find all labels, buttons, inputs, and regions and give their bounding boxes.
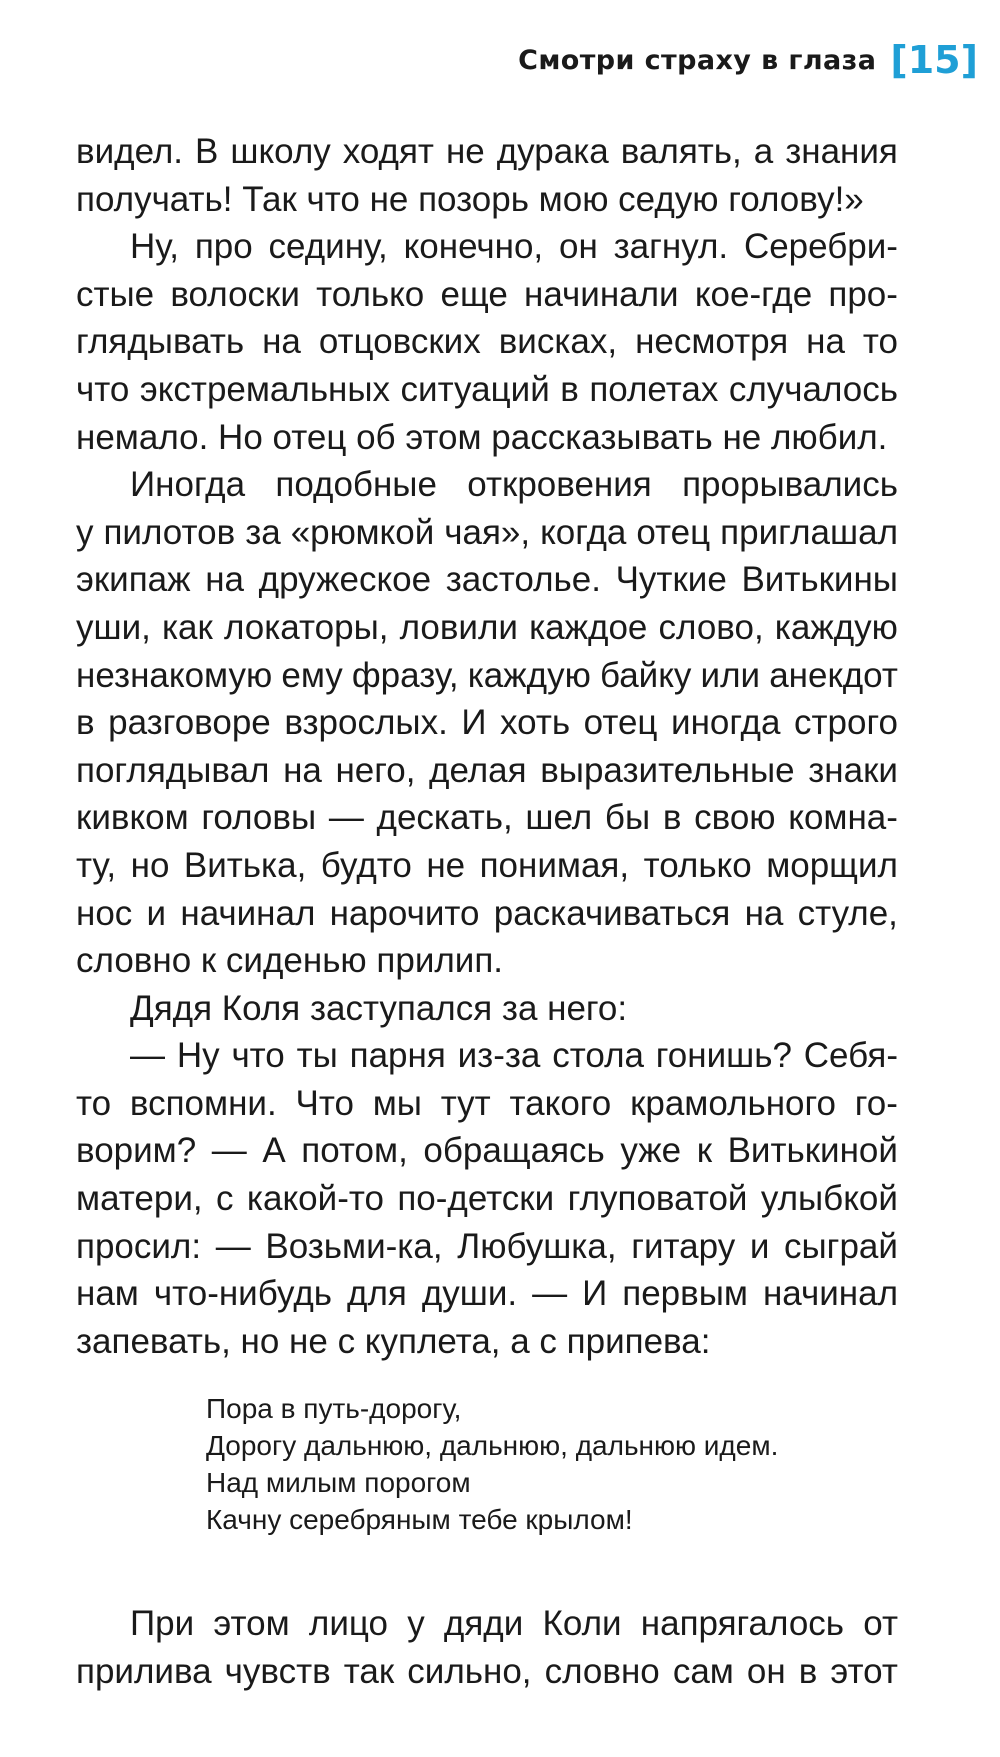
text-line: стые волоски только еще начинали кое-где про- bbox=[76, 274, 898, 314]
text-line: ту, но Витька, будто не понимая, только морщил bbox=[76, 845, 898, 885]
body-text bbox=[76, 128, 898, 1365]
text-line: Дядя Коля заступался за него: bbox=[130, 988, 628, 1028]
text-line: нам что-нибудь для души. — И первым начинал bbox=[76, 1274, 898, 1314]
text-line: видел. В школу ходят не дурака валять, а знания bbox=[76, 132, 898, 171]
text-line: словно к сиденью прилип. bbox=[76, 941, 504, 981]
text-line: При этом лицо у дяди Коли напрягалось от bbox=[130, 1604, 898, 1643]
closing-paragraph bbox=[76, 1600, 898, 1695]
text-line: в разговоре взрослых. И хоть отец иногда строго bbox=[76, 703, 898, 743]
text-line: Ну, про седину, конечно, он загнул. Серебри- bbox=[130, 227, 898, 267]
text-line: нос и начинал нарочито раскачиваться на стуле, bbox=[76, 893, 898, 933]
text-line: у пилотов за «рюмкой чая», когда отец приглашал bbox=[76, 512, 898, 552]
page-number: [15] bbox=[890, 38, 978, 82]
text-line: кивком головы — дескать, шел бы в свою комна- bbox=[76, 798, 898, 838]
text-line: Иногда подобные откровения прорывались bbox=[130, 465, 898, 505]
text-line: что экстремальных ситуаций в полетах случалось bbox=[76, 369, 898, 409]
poem-line: Пора в путь-дорогу, bbox=[206, 1393, 462, 1424]
poem-line: Над милым порогом bbox=[206, 1467, 471, 1498]
text-line: глядывать на отцовских висках, несмотря на то bbox=[76, 322, 898, 362]
text-line: прилива чувств так сильно, словно сам он в этот bbox=[76, 1651, 898, 1691]
text-line: просил: — Возьми-ка, Любушка, гитару и сыграй bbox=[76, 1226, 898, 1266]
text-line: немало. Но отец об этом рассказывать не любил. bbox=[76, 417, 888, 457]
text-line: ворим? — А потом, обращаясь уже к Витькиной bbox=[76, 1131, 898, 1171]
text-line: поглядывал на него, делая выразительные знаки bbox=[76, 750, 898, 790]
poem-line: Качну серебряным тебе крылом! bbox=[206, 1504, 633, 1535]
text-line: уши, как локаторы, ловили каждое слово, каждую bbox=[76, 607, 898, 647]
text-line: матери, с какой-то по-детски глуповатой улыбкой bbox=[76, 1179, 898, 1219]
text-line: получать! Так что не позорь мою седую голову!» bbox=[76, 179, 864, 219]
text-line: запевать, но не с куплета, а с припева: bbox=[76, 1321, 711, 1361]
running-title: Смотри страху в глаза bbox=[518, 44, 877, 76]
poem-block bbox=[206, 1390, 778, 1538]
running-header bbox=[518, 38, 978, 82]
text-line: экипаж на дружеское застолье. Чуткие Витькины bbox=[76, 560, 898, 600]
poem-line: Дорогу дальнюю, дальнюю, дальнюю идем. bbox=[206, 1430, 779, 1461]
text-line: незнакомую ему фразу, каждую байку или анекдот bbox=[76, 655, 898, 695]
text-line: то вспомни. Что мы тут такого крамольного го- bbox=[76, 1083, 898, 1123]
text-line: — Ну что ты парня из-за стола гонишь? Себя- bbox=[130, 1036, 898, 1076]
